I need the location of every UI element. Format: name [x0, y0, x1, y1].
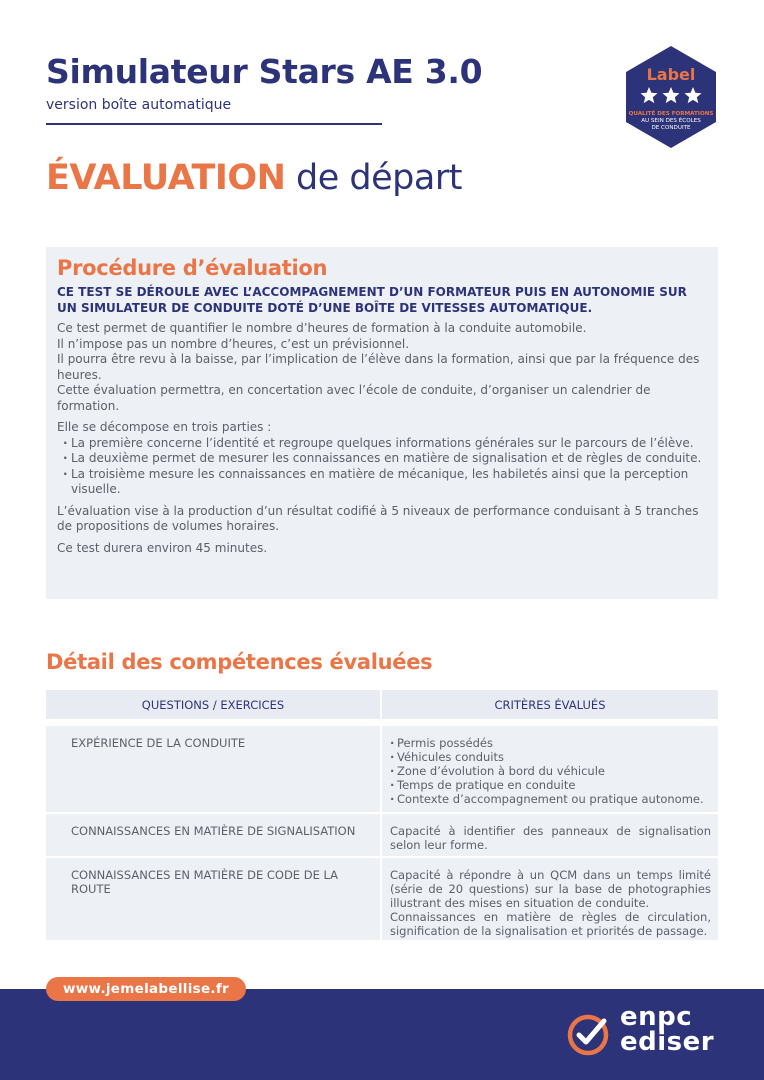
criteria-item: · Véhicules conduits: [390, 750, 711, 764]
skills-table-header: [46, 690, 718, 719]
skills-table: [46, 726, 718, 940]
row-question: CONNAISSANCES EN MATIÈRE DE CODE DE LA ROUTE: [46, 858, 380, 940]
criteria-item: · Zone d’évolution à bord du véhicule: [390, 764, 711, 778]
row-criteria: [382, 726, 718, 812]
logo-text-line1: enpc: [620, 1002, 693, 1032]
procedure-title: Procédure d’évaluation: [57, 256, 328, 280]
procedure-paragraph: Il pourra être revu à la baisse, par l’implication de l’élève dans la formation, ainsi que par la fréquence des heures.: [57, 352, 700, 382]
title-divider: [46, 123, 382, 125]
document-title: Simulateur Stars AE 3.0: [46, 52, 483, 91]
table-row: [46, 814, 718, 856]
criteria-text: Capacité à répondre à un QCM dans un temps limité (série de 20 questions) sur la base de photographies illustrant des mises en situation de conduite.: [390, 868, 711, 910]
procedure-paragraph: Ce test permet de quantifier le nombre d’heures de formation à la conduite automobile.: [57, 321, 587, 335]
label-badge-logo: [622, 44, 720, 150]
procedure-parts-intro: Elle se décompose en trois parties :: [57, 420, 272, 434]
procedure-parts-list: [57, 436, 709, 498]
criteria-item: · Temps de pratique en conduite: [390, 778, 711, 792]
website-link[interactable]: www.jemelabellise.fr: [46, 977, 246, 1001]
evaluation-heading-rest: de départ: [285, 158, 462, 198]
row-criteria: [382, 858, 718, 940]
column-header-questions: QUESTIONS / EXERCICES: [46, 690, 380, 719]
procedure-paragraph: Il n’impose pas un nombre d’heures, c’est un prévisionnel.: [57, 336, 410, 351]
badge-line-1: QUALITÉ DES FORMATIONS: [628, 111, 714, 117]
procedure-lead: CE TEST SE DÉROULE AVEC L’ACCOMPAGNEMENT D’UN FORMATEUR PUIS EN AUTONOMIE SUR UN SIMULATEUR DE CONDUITE DOTÉ D’UNE BOÎTE DE VITESSES AUTOMATIQUE.: [57, 285, 687, 315]
procedure-part-item: · La troisième mesure les connaissances en matière de mécanique, les habiletés ainsi que la perception visuelle.: [57, 467, 709, 498]
badge-line-3: DE CONDUITE: [651, 125, 691, 131]
evaluation-heading-strong: ÉVALUATION: [46, 158, 286, 198]
procedure-part-item: · La première concerne l’identité et regroupe quelques informations générales sur le parcours de l’élève.: [57, 436, 709, 452]
procedure-part-item: · La deuxième permet de mesurer les connaissances en matière de signalisation et de règles de conduite.: [57, 451, 709, 467]
procedure-paragraph: L’évaluation vise à la production d’un résultat codifié à 5 niveaux de performance conduisant à 5 tranches de propositions de volumes horaires.: [57, 503, 699, 533]
column-header-criteria: CRITÈRES ÉVALUÉS: [382, 690, 718, 719]
badge-label-text: Label: [646, 65, 696, 84]
row-question: EXPÉRIENCE DE LA CONDUITE: [46, 726, 380, 812]
criteria-list: [390, 736, 711, 806]
enpc-logo-text: [620, 1002, 715, 1057]
row-criteria: [382, 814, 718, 856]
criteria-item: · Permis possédés: [390, 736, 711, 750]
details-title: Détail des compétences évaluées: [46, 650, 433, 674]
procedure-section: [46, 247, 718, 599]
document-subtitle: version boîte automatique: [46, 97, 232, 113]
procedure-paragraph: Cette évaluation permettra, en concertation avec l’école de conduite, d’organiser un calendrier de formation.: [57, 383, 651, 413]
procedure-duration: Ce test durera environ 45 minutes.: [57, 540, 268, 555]
logo-text-line2: ediser: [620, 1027, 715, 1057]
criteria-text: Connaissances en matière de règles de circulation, signification de la signalisation et priorités de passage.: [390, 910, 711, 938]
evaluation-heading: [46, 158, 462, 198]
badge-line-2: AU SEIN DES ÉCOLES: [641, 118, 701, 124]
logo-check-icon: [579, 1021, 604, 1042]
criteria-text: Capacité à identifier des panneaux de signalisation selon leur forme.: [390, 824, 711, 852]
row-question: CONNAISSANCES EN MATIÈRE DE SIGNALISATION: [46, 814, 380, 856]
criteria-item: · Contexte d’accompagnement ou pratique autonome.: [390, 792, 711, 806]
procedure-body: [57, 321, 709, 556]
table-row: [46, 726, 718, 812]
table-row: [46, 858, 718, 940]
